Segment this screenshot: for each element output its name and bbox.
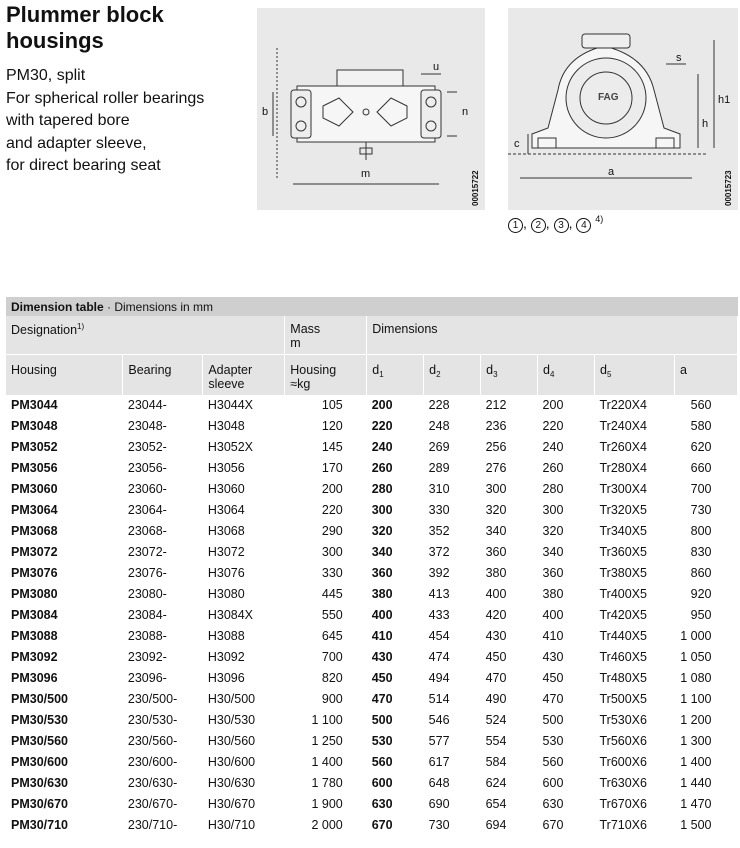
table-row	[6, 521, 738, 542]
cell-d5: Tr500X5	[594, 689, 674, 710]
cell-d5: Tr480X5	[594, 668, 674, 689]
housing-front-view-svg	[508, 8, 738, 210]
header-mass: Mass m	[285, 316, 367, 355]
cell-a: 660	[674, 458, 737, 479]
cell-d3: 584	[481, 752, 538, 773]
table-row	[6, 605, 738, 626]
cell-a: 560	[674, 395, 737, 416]
cell-d2: 228	[424, 395, 481, 416]
cell-d5: Tr420X5	[594, 605, 674, 626]
cell-d2: 352	[424, 521, 481, 542]
dim-label-h1: h1	[718, 94, 731, 106]
cell-a: 1 400	[674, 752, 737, 773]
cell-bearing: 23084-	[123, 605, 203, 626]
circled-1: 1	[508, 218, 523, 233]
cell-housing: PM3096	[6, 668, 123, 689]
cell-d1: 300	[367, 500, 424, 521]
drawing-top-view	[257, 8, 485, 210]
title-line-2: housings	[6, 28, 104, 53]
cell-mass: 700	[285, 647, 367, 668]
cell-d5: Tr360X5	[594, 542, 674, 563]
cell-d2: 577	[424, 731, 481, 752]
cell-d2: 433	[424, 605, 481, 626]
cell-housing: PM3068	[6, 521, 123, 542]
cell-adapter: H3056	[203, 458, 285, 479]
col-a: a	[674, 355, 737, 396]
cell-d1: 560	[367, 752, 424, 773]
cell-adapter: H3088	[203, 626, 285, 647]
cell-d1: 280	[367, 479, 424, 500]
table-body	[6, 395, 738, 836]
cell-d5: Tr340X5	[594, 521, 674, 542]
cell-d2: 617	[424, 752, 481, 773]
col-d4: $d_4$	[538, 355, 595, 396]
cell-mass: 170	[285, 458, 367, 479]
cell-d2: 269	[424, 437, 481, 458]
cell-d2: 248	[424, 416, 481, 437]
cell-d3: 430	[481, 626, 538, 647]
cell-d5: Tr220X4	[594, 395, 674, 416]
cell-d5: Tr300X4	[594, 479, 674, 500]
cell-housing: PM3072	[6, 542, 123, 563]
col-mass-housing: Housing ≈kg	[285, 355, 367, 396]
housing-top-view-svg	[257, 8, 485, 210]
cell-d4: 220	[538, 416, 595, 437]
cell-d4: 360	[538, 563, 595, 584]
footnote-references	[508, 214, 603, 233]
col-d2: $d_2$	[424, 355, 481, 396]
table-row	[6, 710, 738, 731]
header-designation: Designation$^{1)}$	[6, 316, 285, 355]
cell-d1: 360	[367, 563, 424, 584]
title-line-1: Plummer block	[6, 2, 164, 27]
cell-d4: 670	[538, 815, 595, 836]
page-title	[6, 2, 164, 54]
cell-mass: 1 780	[285, 773, 367, 794]
cell-bearing: 23068-	[123, 521, 203, 542]
table-row	[6, 626, 738, 647]
cell-d4: 560	[538, 752, 595, 773]
cell-d2: 514	[424, 689, 481, 710]
cell-d4: 470	[538, 689, 595, 710]
cell-d3: 212	[481, 395, 538, 416]
cell-d1: 380	[367, 584, 424, 605]
col-adapter-sleeve: Adapter sleeve	[203, 355, 285, 396]
table-row	[6, 647, 738, 668]
cell-d4: 500	[538, 710, 595, 731]
cell-d1: 410	[367, 626, 424, 647]
cell-d5: Tr400X5	[594, 584, 674, 605]
cell-a: 1 050	[674, 647, 737, 668]
table-caption	[6, 297, 738, 316]
drawing-number-left: 00015722	[471, 170, 480, 206]
cell-mass: 200	[285, 479, 367, 500]
cell-housing: PM30/710	[6, 815, 123, 836]
cell-bearing: 23080-	[123, 584, 203, 605]
table-row	[6, 584, 738, 605]
cell-adapter: H3076	[203, 563, 285, 584]
cell-adapter: H3068	[203, 521, 285, 542]
table-row	[6, 689, 738, 710]
caption-rest: · Dimensions in mm	[103, 299, 214, 314]
dim-label-a: a	[608, 166, 615, 178]
cell-mass: 330	[285, 563, 367, 584]
dim-label-m: m	[361, 168, 371, 180]
cell-a: 1 500	[674, 815, 737, 836]
table-row	[6, 773, 738, 794]
col-housing: Housing	[6, 355, 123, 396]
cell-housing: PM3056	[6, 458, 123, 479]
cell-adapter: H3092	[203, 647, 285, 668]
cell-d5: Tr630X6	[594, 773, 674, 794]
table-row	[6, 542, 738, 563]
dim-label-n: n	[462, 106, 469, 118]
drawing-front-view	[508, 8, 738, 210]
cell-d3: 256	[481, 437, 538, 458]
cell-bearing: 230/560-	[123, 731, 203, 752]
cell-adapter: H30/560	[203, 731, 285, 752]
cell-housing: PM3048	[6, 416, 123, 437]
cell-housing: PM3076	[6, 563, 123, 584]
subtitle-line-2: For spherical roller bearings	[6, 89, 205, 107]
cell-a: 800	[674, 521, 737, 542]
cell-d5: Tr380X5	[594, 563, 674, 584]
cell-d4: 450	[538, 668, 595, 689]
cell-d2: 648	[424, 773, 481, 794]
dim-label-u: u	[433, 61, 440, 73]
table-row	[6, 731, 738, 752]
cell-d1: 260	[367, 458, 424, 479]
cell-bearing: 230/600-	[123, 752, 203, 773]
cell-d3: 420	[481, 605, 538, 626]
cell-a: 920	[674, 584, 737, 605]
cell-bearing: 23072-	[123, 542, 203, 563]
cell-bearing: 23044-	[123, 395, 203, 416]
cell-adapter: H3064	[203, 500, 285, 521]
cell-adapter: H30/710	[203, 815, 285, 836]
cell-d3: 236	[481, 416, 538, 437]
cell-mass: 300	[285, 542, 367, 563]
cell-bearing: 23076-	[123, 563, 203, 584]
table-row	[6, 668, 738, 689]
cell-mass: 550	[285, 605, 367, 626]
cell-d3: 450	[481, 647, 538, 668]
cell-adapter: H3060	[203, 479, 285, 500]
cell-d5: Tr710X6	[594, 815, 674, 836]
cell-d1: 630	[367, 794, 424, 815]
cell-mass: 900	[285, 689, 367, 710]
cell-mass: 445	[285, 584, 367, 605]
cell-adapter: H3080	[203, 584, 285, 605]
cell-bearing: 23096-	[123, 668, 203, 689]
header-group-row	[6, 316, 738, 355]
table-row	[6, 794, 738, 815]
cell-d4: 280	[538, 479, 595, 500]
cell-d3: 470	[481, 668, 538, 689]
cell-d4: 630	[538, 794, 595, 815]
cell-d4: 530	[538, 731, 595, 752]
cell-housing: PM30/670	[6, 794, 123, 815]
cell-d2: 454	[424, 626, 481, 647]
cell-d5: Tr530X6	[594, 710, 674, 731]
cell-bearing: 23052-	[123, 437, 203, 458]
cell-mass: 1 900	[285, 794, 367, 815]
cell-d2: 546	[424, 710, 481, 731]
cell-d3: 524	[481, 710, 538, 731]
cell-a: 1 200	[674, 710, 737, 731]
table-row	[6, 437, 738, 458]
cell-bearing: 230/530-	[123, 710, 203, 731]
caption-bold: Dimension table	[11, 299, 104, 314]
cell-d4: 320	[538, 521, 595, 542]
logo-fag: FAG	[598, 92, 619, 103]
subtitle-line-1: PM30, split	[6, 67, 86, 84]
cell-d1: 530	[367, 731, 424, 752]
cell-d2: 690	[424, 794, 481, 815]
cell-adapter: H3044X	[203, 395, 285, 416]
dim-label-h: h	[702, 118, 709, 130]
footnote-mark: 4)	[595, 214, 604, 224]
cell-d2: 330	[424, 500, 481, 521]
cell-a: 1 080	[674, 668, 737, 689]
cell-a: 730	[674, 500, 737, 521]
cell-d1: 320	[367, 521, 424, 542]
cell-housing: PM3052	[6, 437, 123, 458]
header-dimensions: Dimensions	[367, 316, 738, 355]
cell-a: 1 000	[674, 626, 737, 647]
separator: ,	[545, 215, 550, 231]
dim-label-c: c	[514, 138, 520, 150]
circled-3: 3	[554, 218, 569, 233]
col-bearing: Bearing	[123, 355, 203, 396]
cell-d3: 340	[481, 521, 538, 542]
cell-bearing: 230/630-	[123, 773, 203, 794]
cell-d1: 220	[367, 416, 424, 437]
cell-d1: 500	[367, 710, 424, 731]
cell-d5: Tr240X4	[594, 416, 674, 437]
cell-d2: 310	[424, 479, 481, 500]
cell-a: 700	[674, 479, 737, 500]
dim-label-s: s	[676, 52, 682, 64]
cell-housing: PM3088	[6, 626, 123, 647]
cell-mass: 645	[285, 626, 367, 647]
cell-bearing: 23064-	[123, 500, 203, 521]
cell-d5: Tr460X5	[594, 647, 674, 668]
cell-adapter: H30/600	[203, 752, 285, 773]
cell-d3: 380	[481, 563, 538, 584]
table-row	[6, 395, 738, 416]
cell-bearing: 23092-	[123, 647, 203, 668]
dimension-table	[6, 297, 738, 836]
cell-bearing: 23048-	[123, 416, 203, 437]
table-row	[6, 458, 738, 479]
cell-housing: PM3084	[6, 605, 123, 626]
cell-d1: 340	[367, 542, 424, 563]
cell-d5: Tr600X6	[594, 752, 674, 773]
cell-adapter: H30/670	[203, 794, 285, 815]
cell-d1: 430	[367, 647, 424, 668]
cell-mass: 1 250	[285, 731, 367, 752]
cell-housing: PM3044	[6, 395, 123, 416]
cell-a: 580	[674, 416, 737, 437]
separator: ,	[568, 215, 573, 231]
cell-d3: 300	[481, 479, 538, 500]
cell-housing: PM30/500	[6, 689, 123, 710]
cell-d3: 400	[481, 584, 538, 605]
cell-adapter: H30/500	[203, 689, 285, 710]
cell-a: 860	[674, 563, 737, 584]
cell-d4: 240	[538, 437, 595, 458]
cell-bearing: 23088-	[123, 626, 203, 647]
cell-bearing: 230/670-	[123, 794, 203, 815]
col-d3: $d_3$	[481, 355, 538, 396]
cell-d5: Tr670X6	[594, 794, 674, 815]
cell-bearing: 23056-	[123, 458, 203, 479]
cell-d3: 276	[481, 458, 538, 479]
circled-4: 4	[576, 218, 591, 233]
cell-d1: 670	[367, 815, 424, 836]
cell-adapter: H3052X	[203, 437, 285, 458]
cell-adapter: H3096	[203, 668, 285, 689]
cell-a: 620	[674, 437, 737, 458]
cell-d3: 320	[481, 500, 538, 521]
cell-adapter: H30/530	[203, 710, 285, 731]
cell-d4: 380	[538, 584, 595, 605]
cell-d2: 474	[424, 647, 481, 668]
cell-d2: 730	[424, 815, 481, 836]
subtitle-line-5: for direct bearing seat	[6, 157, 161, 174]
cell-d1: 200	[367, 395, 424, 416]
cell-mass: 820	[285, 668, 367, 689]
cell-adapter: H3072	[203, 542, 285, 563]
cell-mass: 2 000	[285, 815, 367, 836]
cell-a: 950	[674, 605, 737, 626]
cell-d1: 240	[367, 437, 424, 458]
cell-a: 830	[674, 542, 737, 563]
cell-d2: 289	[424, 458, 481, 479]
cell-d4: 430	[538, 647, 595, 668]
cell-mass: 1 400	[285, 752, 367, 773]
cell-d3: 654	[481, 794, 538, 815]
cell-adapter: H3084X	[203, 605, 285, 626]
dim-label-b: b	[262, 106, 269, 118]
table-row	[6, 479, 738, 500]
cell-d1: 450	[367, 668, 424, 689]
cell-housing: PM30/630	[6, 773, 123, 794]
drawing-number-right: 00015723	[724, 170, 733, 206]
cell-mass: 120	[285, 416, 367, 437]
subtitle	[6, 65, 204, 178]
cell-d2: 494	[424, 668, 481, 689]
cell-d5: Tr440X5	[594, 626, 674, 647]
cell-d1: 400	[367, 605, 424, 626]
cell-a: 1 440	[674, 773, 737, 794]
col-d1: $d_1$	[367, 355, 424, 396]
cell-mass: 290	[285, 521, 367, 542]
subtitle-line-3: with tapered bore	[6, 112, 130, 129]
circled-2: 2	[531, 218, 546, 233]
table-row	[6, 416, 738, 437]
cell-d4: 300	[538, 500, 595, 521]
cell-d5: Tr280X4	[594, 458, 674, 479]
cell-d3: 360	[481, 542, 538, 563]
cell-mass: 220	[285, 500, 367, 521]
table-row	[6, 815, 738, 836]
cell-d2: 392	[424, 563, 481, 584]
cell-housing: PM3080	[6, 584, 123, 605]
cell-bearing: 230/500-	[123, 689, 203, 710]
cell-mass: 1 100	[285, 710, 367, 731]
cell-d2: 372	[424, 542, 481, 563]
cell-d5: Tr260X4	[594, 437, 674, 458]
cell-a: 1 100	[674, 689, 737, 710]
cell-adapter: H30/630	[203, 773, 285, 794]
subtitle-line-4: and adapter sleeve,	[6, 134, 147, 152]
cell-housing: PM30/600	[6, 752, 123, 773]
cell-housing: PM3064	[6, 500, 123, 521]
cell-mass: 145	[285, 437, 367, 458]
cell-d3: 490	[481, 689, 538, 710]
cell-d4: 260	[538, 458, 595, 479]
cell-d3: 694	[481, 815, 538, 836]
table-caption-row	[6, 297, 738, 316]
col-d5: $d_5$	[594, 355, 674, 396]
cell-d2: 413	[424, 584, 481, 605]
cell-d4: 400	[538, 605, 595, 626]
cell-housing: PM3092	[6, 647, 123, 668]
separator: ,	[523, 215, 527, 231]
table-row	[6, 752, 738, 773]
cell-d3: 554	[481, 731, 538, 752]
header-column-row	[6, 355, 738, 396]
cell-a: 1 300	[674, 731, 737, 752]
cell-d5: Tr560X6	[594, 731, 674, 752]
cell-a: 1 470	[674, 794, 737, 815]
table-row	[6, 563, 738, 584]
cell-d4: 600	[538, 773, 595, 794]
cell-d4: 340	[538, 542, 595, 563]
cell-d4: 200	[538, 395, 595, 416]
cell-d4: 410	[538, 626, 595, 647]
cell-housing: PM30/560	[6, 731, 123, 752]
cell-d3: 624	[481, 773, 538, 794]
cell-housing: PM3060	[6, 479, 123, 500]
cell-mass: 105	[285, 395, 367, 416]
cell-adapter: H3048	[203, 416, 285, 437]
cell-d1: 470	[367, 689, 424, 710]
cell-bearing: 230/710-	[123, 815, 203, 836]
table-row	[6, 500, 738, 521]
cell-housing: PM30/530	[6, 710, 123, 731]
cell-d1: 600	[367, 773, 424, 794]
cell-d5: Tr320X5	[594, 500, 674, 521]
cell-bearing: 23060-	[123, 479, 203, 500]
